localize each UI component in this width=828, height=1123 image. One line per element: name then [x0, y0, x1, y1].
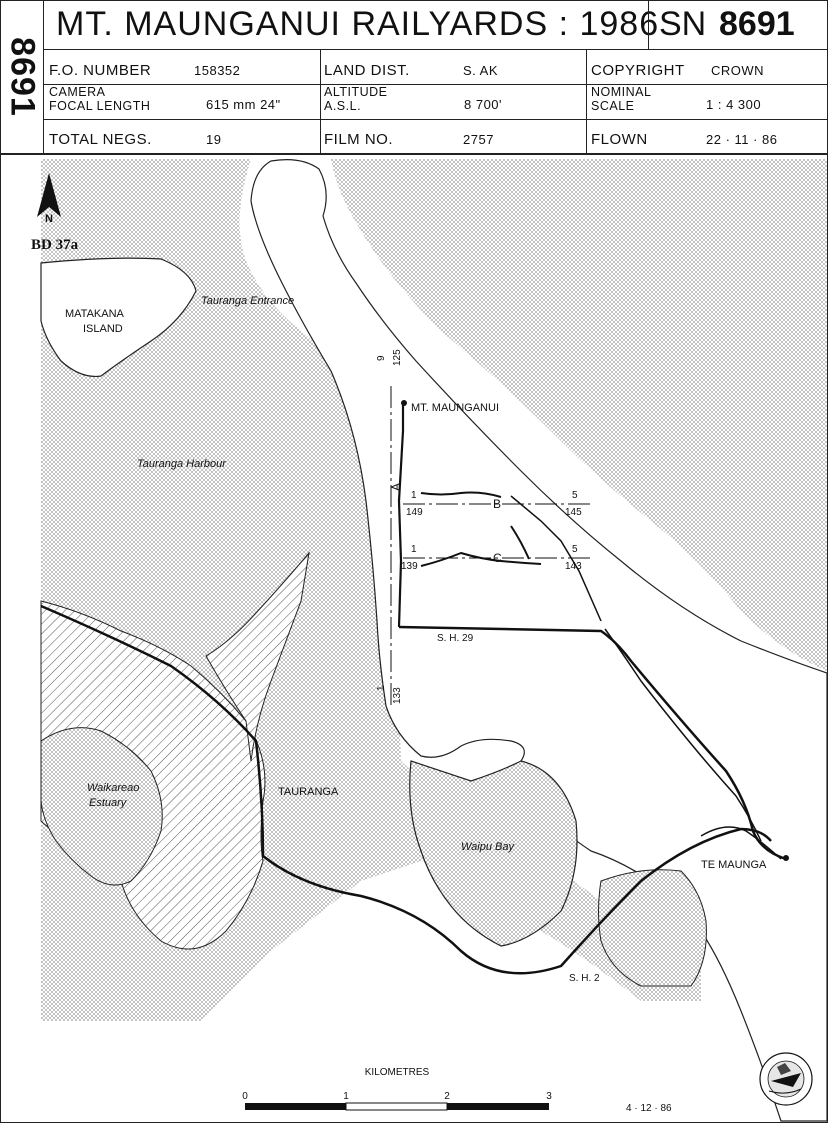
strip-a-bottom-neg: 133: [392, 687, 403, 704]
strip-b-left-num: 1: [411, 490, 417, 501]
total-negs-value: 19: [206, 132, 222, 147]
fo-number-value: 158352: [194, 63, 241, 78]
aerial-mapping-logo: [760, 1053, 812, 1105]
strip-a-bottom-num: 1: [376, 685, 387, 691]
strip-c-left-neg: 139: [401, 561, 418, 572]
nominal-label: NOMINAL: [591, 85, 652, 99]
title-block: [1, 1, 827, 155]
focal-length-label: FOCAL LENGTH: [49, 99, 151, 113]
sn-box: [648, 1, 828, 49]
scale-label: SCALE: [591, 99, 635, 113]
label-estuary-name: Waikareao: [87, 782, 140, 794]
copyright-value: CROWN: [711, 63, 765, 78]
label-matakana: MATAKANA: [65, 308, 124, 320]
total-negs-label: TOTAL NEGS.: [49, 131, 152, 148]
strip-b-right-neg: 145: [565, 507, 582, 518]
label-mt-maunganui: MT. MAUNGANUI: [411, 402, 499, 414]
side-number: 8691: [3, 37, 42, 117]
scale-tick-3: 3: [546, 1091, 552, 1102]
info-row-1: [44, 49, 827, 85]
side-number-cell: [1, 1, 44, 153]
mt-maunganui-marker: [401, 400, 407, 406]
label-sh29: S. H. 29: [437, 633, 474, 644]
strip-b-right-num: 5: [572, 490, 578, 501]
label-tauranga-harbour: Tauranga Harbour: [137, 458, 226, 470]
map-area: [1, 155, 827, 1122]
scale-tick-1: 1: [343, 1091, 349, 1102]
strip-a-top-num: 9: [376, 355, 387, 361]
strip-a-label: A: [389, 482, 403, 492]
land-dist-label: LAND DIST.: [324, 62, 410, 79]
asl-label: A.S.L.: [324, 99, 362, 113]
scale-tick-0: 0: [242, 1091, 248, 1102]
label-estuary: Estuary: [89, 797, 127, 809]
strip-b-label: B: [493, 497, 502, 511]
label-sh2: S. H. 2: [569, 973, 600, 984]
te-maunga-marker: [783, 855, 789, 861]
label-tauranga-entrance: Tauranga Entrance: [201, 295, 295, 307]
info-row-3: [44, 119, 827, 153]
film-no-label: FILM NO.: [324, 131, 394, 148]
focal-length-value: 615 mm 24": [206, 97, 281, 112]
title-row: [44, 1, 827, 50]
sn-number: 8691: [719, 5, 795, 43]
date-stamp: 4 · 12 · 86: [626, 1103, 672, 1114]
strip-c-right-neg: 143: [565, 561, 582, 572]
flown-value: 22 · 11 · 86: [706, 132, 778, 147]
strip-c-label: C: [493, 551, 502, 565]
film-no-value: 2757: [463, 132, 494, 147]
scale-bar: [242, 1067, 552, 1110]
info-row-2: [44, 84, 827, 120]
reference-code: BD 37a: [31, 237, 79, 253]
scale-bar-title: KILOMETRES: [364, 1067, 430, 1078]
strip-b-left-neg: 149: [406, 507, 423, 518]
copyright-label: COPYRIGHT: [591, 62, 685, 79]
altitude-value: 8 700': [464, 97, 503, 112]
land-dist-value: S. AK: [463, 63, 499, 78]
label-te-maunga: TE MAUNGA: [701, 859, 767, 871]
label-tauranga: TAURANGA: [278, 786, 339, 798]
label-island: ISLAND: [83, 323, 123, 335]
fo-number-label: F.O. NUMBER: [49, 62, 152, 79]
strip-c-left-num: 1: [411, 544, 417, 555]
north-label: N: [45, 213, 53, 225]
sn-label: SN: [659, 5, 707, 43]
altitude-label: ALTITUDE: [324, 85, 388, 99]
waipu-bay-water: [410, 761, 577, 946]
sheet-title: MT. MAUNGANUI RAILYARDS : 1986: [56, 5, 660, 43]
strip-a-top-neg: 125: [392, 349, 403, 366]
flown-label: FLOWN: [591, 131, 648, 148]
label-waipu-bay: Waipu Bay: [461, 841, 514, 853]
strip-c-right-num: 5: [572, 544, 578, 555]
scale-tick-2: 2: [444, 1091, 450, 1102]
scale-value: 1 : 4 300: [706, 97, 762, 112]
camera-label: CAMERA: [49, 85, 106, 99]
flight-map: [1, 155, 827, 1122]
